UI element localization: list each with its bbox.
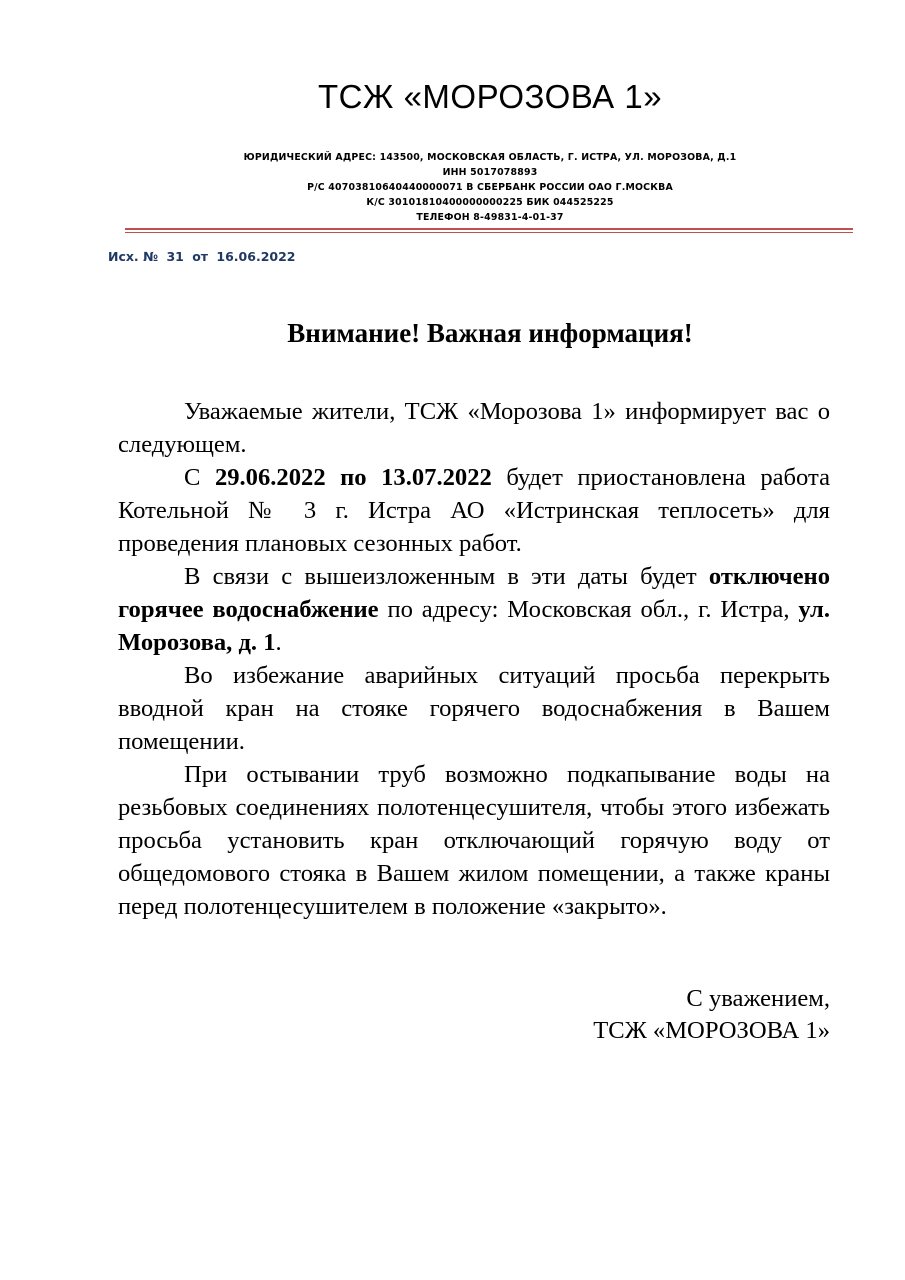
signature-block (593, 983, 830, 1047)
inn: ИНН 5017078893 (442, 167, 538, 178)
bank-account: Р/С 40703810640440000071 В СБЕРБАНК РОССИИ ОАО Г.МОСКВА (307, 182, 673, 193)
signature-org: ТСЖ «МОРОЗОВА 1» (593, 1017, 830, 1044)
outgoing-prefix: Исх. № (108, 249, 159, 264)
paragraph-greeting: Уважаемые жители, ТСЖ «Морозова 1» информирует вас о следующем. (118, 398, 830, 458)
paragraph-shutoff (118, 560, 830, 659)
dates-post: будет приостановлена работа Котельной № 3 г. Истра АО «Истринская теплосеть» для проведения плановых сезонных работ. (118, 464, 830, 557)
shutoff-mid: по адресу: Московская обл., г. Истра, (387, 596, 790, 623)
legal-address: ЮРИДИЧЕСКИЙ АДРЕС: 143500, МОСКОВСКАЯ ОБЛАСТЬ, Г. ИСТРА, УЛ. МОРОЗОВА, Д.1 (243, 152, 737, 163)
paragraph-dates (118, 461, 830, 560)
outgoing-num: 31 (166, 249, 184, 264)
dates-pre: С (184, 464, 201, 491)
dates-range: 29.06.2022 по 13.07.2022 (214, 464, 492, 491)
notice-heading: Внимание! Важная информация! (287, 318, 693, 348)
shutoff-address: ул. Морозова, д. 1 (118, 596, 830, 656)
org-title: ТСЖ «МОРОЗОВА 1» (317, 78, 663, 115)
shutoff-pre: В связи с вышеизложенным в эти даты будет (184, 563, 697, 590)
shutoff-action: отключено горячее водоснабжение (118, 563, 830, 623)
org-details (190, 150, 790, 225)
header-divider-thin (125, 232, 853, 233)
correspondent-account: К/С 30101810400000000225 БИК 044525225 (366, 197, 614, 208)
paragraph-drip-warning: При остывании труб возможно подкапывание воды на резьбовых соединениях полотенцесушителя, чтобы этого избежать просьба установить кран отключающий горячую воду от общедомового стояка в Вашем жилом помещении, а также краны перед полотенцесушителем в положение «закрыто». (118, 761, 830, 920)
phone: ТЕЛЕФОН 8-49831-4-01-37 (416, 212, 564, 223)
paragraph-valve-request: Во избежание аварийных ситуаций просьба перекрыть вводной кран на стояке горячего водоснабжения в Вашем помещении. (118, 662, 830, 755)
outgoing-number (108, 249, 299, 264)
outgoing-date: 16.06.2022 (216, 249, 296, 264)
header-divider-thick (125, 228, 853, 230)
notice-body (118, 395, 830, 923)
outgoing-from: от (192, 249, 209, 264)
signature-regards: С уважением, (686, 985, 830, 1012)
shutoff-end: . (275, 629, 282, 656)
